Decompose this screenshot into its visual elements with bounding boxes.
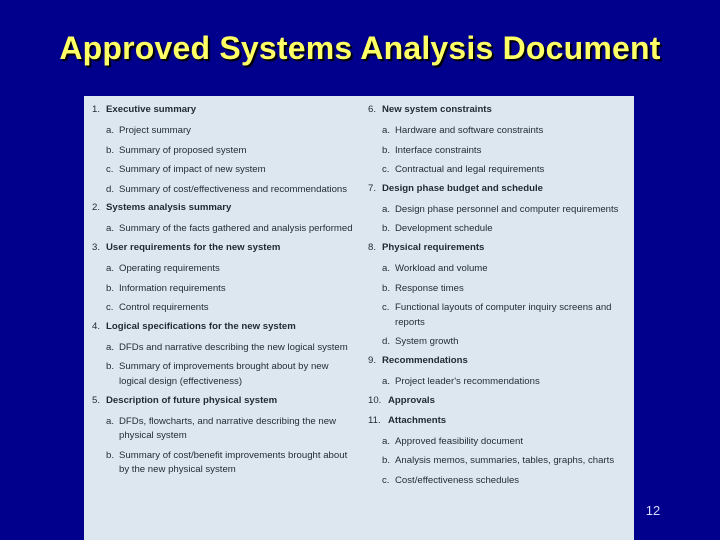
item-letter: b.	[106, 449, 115, 461]
outline-item	[368, 454, 628, 469]
slide-title: Approved Systems Analysis Document	[59, 30, 661, 66]
item-letter: b.	[382, 455, 391, 467]
outline-section	[92, 321, 354, 390]
item-letter: a.	[106, 415, 115, 427]
section-number: 2.	[92, 202, 101, 214]
outline-item	[92, 360, 354, 389]
item-letter: b.	[382, 144, 391, 156]
outline-section	[92, 242, 354, 316]
outline-item	[92, 222, 354, 237]
section-heading	[92, 321, 354, 333]
item-text: DFDs and narrative describing the new logical system	[119, 341, 348, 353]
section-title: Attachments	[388, 414, 447, 426]
item-letter: b.	[106, 282, 115, 294]
item-text: Contractual and legal requirements	[395, 164, 545, 176]
item-letter: a.	[382, 435, 391, 447]
section-heading	[92, 104, 354, 116]
outline-item	[368, 124, 628, 139]
item-text: Summary of proposed system	[119, 144, 247, 156]
section-heading	[92, 202, 354, 214]
outline-section	[368, 415, 628, 489]
item-letter: a.	[382, 125, 391, 136]
item-letter: a.	[382, 375, 391, 387]
section-title: Design phase budget and schedule	[382, 182, 543, 194]
section-title: Recommendations	[382, 354, 468, 366]
section-number: 6.	[368, 104, 377, 115]
document-outline	[84, 96, 634, 540]
section-heading	[92, 242, 354, 254]
item-letter: c.	[106, 164, 114, 176]
section-heading	[368, 395, 628, 407]
outline-section	[92, 202, 354, 237]
outline-section	[92, 395, 354, 478]
section-number: 3.	[92, 241, 101, 253]
item-text: DFDs, flowcharts, and narrative describing the new physical system	[119, 415, 337, 442]
outline-item	[368, 163, 628, 178]
item-letter: b.	[106, 144, 115, 156]
item-text: Operating requirements	[119, 262, 220, 274]
item-text: System growth	[395, 336, 459, 348]
section-heading	[368, 183, 628, 195]
section-number: 4.	[92, 320, 101, 332]
section-number: 9.	[368, 354, 377, 366]
outline-item	[368, 335, 628, 350]
item-letter: b.	[106, 361, 115, 373]
item-text: Response times	[395, 282, 464, 294]
item-letter: b.	[382, 223, 391, 235]
item-text: Development schedule	[395, 223, 493, 235]
section-title: Description of future physical system	[106, 394, 278, 406]
section-title: Approvals	[388, 394, 435, 406]
item-letter: c.	[382, 164, 390, 176]
section-heading	[368, 355, 628, 367]
item-text: Project summary	[119, 125, 191, 136]
item-letter: c.	[106, 302, 114, 314]
section-heading	[368, 415, 628, 427]
section-title: Executive summary	[106, 104, 197, 115]
item-text: Functional layouts of computer inquiry screens and reports	[395, 302, 612, 328]
item-letter: a.	[382, 262, 391, 274]
outline-section	[368, 242, 628, 350]
section-number: 11.	[368, 414, 381, 426]
page-number: 12	[645, 503, 661, 518]
item-letter: c.	[382, 474, 390, 486]
section-heading	[92, 395, 354, 407]
outline-item	[92, 183, 354, 198]
section-number: 7.	[368, 182, 377, 194]
outline-item	[92, 124, 354, 139]
outline-item	[92, 415, 354, 444]
item-letter: a.	[106, 223, 115, 235]
outline-section	[368, 183, 628, 237]
item-letter: a.	[382, 203, 391, 215]
outline-item	[368, 203, 628, 218]
item-text: Cost/effectiveness schedules	[395, 474, 520, 486]
item-text: Interface constraints	[395, 144, 482, 156]
outline-item	[92, 301, 354, 316]
section-title: User requirements for the new system	[106, 241, 281, 253]
item-text: Summary of cost/effectiveness and recommendations	[119, 183, 348, 195]
section-number: 10.	[368, 394, 382, 406]
item-text: Summary of cost/benefit improvements brought about by the new physical system	[119, 449, 348, 476]
item-letter: c.	[382, 302, 390, 314]
section-title: New system constraints	[382, 104, 492, 115]
item-text: Summary of the facts gathered and analysis performed	[119, 223, 353, 235]
item-text: Project leader's recommendations	[395, 375, 540, 387]
outline-item	[368, 222, 628, 237]
outline-item	[92, 144, 354, 159]
outline-section	[368, 104, 628, 178]
section-number: 5.	[92, 394, 101, 406]
item-text: Information requirements	[119, 282, 226, 294]
item-letter: a.	[106, 125, 115, 136]
outline-item	[92, 262, 354, 277]
item-letter: a.	[106, 262, 115, 274]
item-letter: b.	[382, 282, 391, 294]
outline-item	[92, 341, 354, 356]
item-text: Approved feasibility document	[395, 435, 523, 447]
item-letter: d.	[106, 183, 115, 195]
item-text: Workload and volume	[395, 262, 488, 274]
section-number: 1.	[92, 104, 101, 115]
outline-item	[92, 282, 354, 297]
outline-item	[368, 474, 628, 489]
section-number: 8.	[368, 241, 377, 253]
section-title: Systems analysis summary	[106, 202, 232, 214]
outline-section	[368, 355, 628, 390]
section-title: Logical specifications for the new system	[106, 320, 296, 332]
item-text: Hardware and software constraints	[395, 125, 544, 136]
outline-right-column	[368, 104, 628, 493]
item-letter: d.	[382, 336, 391, 348]
item-text: Summary of improvements brought about by new logical design (effectiveness)	[119, 361, 329, 387]
outline-item	[368, 144, 628, 159]
item-letter: a.	[106, 341, 115, 353]
item-text: Design phase personnel and computer requirements	[395, 203, 619, 215]
outline-item	[368, 282, 628, 297]
section-title: Physical requirements	[382, 241, 485, 253]
outline-item	[92, 163, 354, 178]
section-heading	[368, 242, 628, 254]
outline-section	[92, 104, 354, 197]
outline-item	[368, 301, 628, 330]
outline-left-column	[92, 104, 354, 483]
outline-item	[368, 435, 628, 450]
section-heading	[368, 104, 628, 116]
item-text: Control requirements	[119, 302, 209, 314]
item-text: Analysis memos, summaries, tables, graphs, charts	[395, 455, 615, 467]
outline-item	[368, 262, 628, 277]
outline-section	[368, 395, 628, 407]
outline-item	[368, 375, 628, 390]
item-text: Summary of impact of new system	[119, 164, 266, 176]
outline-item	[92, 449, 354, 478]
